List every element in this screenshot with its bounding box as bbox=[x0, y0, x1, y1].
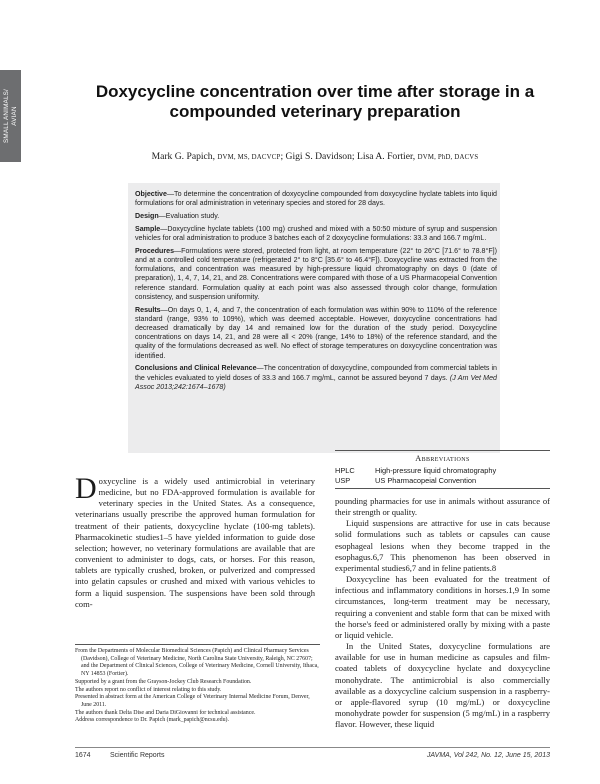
right-paragraph-1: pounding pharmacies for use in animals without assurance of their strength or quality. bbox=[335, 496, 550, 518]
footnote-affiliations: From the Departments of Molecular Biomedical Sciences (Papich) and Clinical Pharmacy Services (Davidson), College of Veterinary Medicine, North Carolina State University, Raleigh, NC 27607; and the Department of Clinical Sciences, College of Veterinary Medicine, Cornell University, Ithaca, NY 14853 (Fortier). bbox=[75, 648, 319, 678]
footnote-funding: Supported by a grant from the Grayson-Jockey Club Research Foundation. bbox=[75, 678, 252, 685]
abstract-citation: (J Am Vet Med Assoc 2013;242:1674–1678) bbox=[135, 373, 497, 391]
section-name: Scientific Reports bbox=[110, 752, 165, 759]
author-papich-credentials: DVM, MS, DACVCP bbox=[217, 154, 281, 161]
journal-info: JAVMA, Vol 242, No. 12, June 15, 2013 bbox=[426, 752, 550, 759]
abbreviation-row: HPLC High-pressure liquid chromatography bbox=[335, 466, 497, 475]
footnote-thanks: The authors thank Delta Dise and Daria DiGiovanni for technical assistance. bbox=[75, 709, 256, 716]
author-line bbox=[80, 151, 550, 162]
section-tab-label: SMALL ANIMALS/ AVIAN bbox=[2, 88, 18, 144]
author-papich: Mark G. Papich, bbox=[151, 151, 215, 162]
article-title: Doxycycline concentration over time after storage in a compounded veterinary preparation bbox=[95, 82, 535, 121]
abstract-box bbox=[128, 183, 500, 453]
abbreviations-table bbox=[335, 466, 496, 486]
right-paragraph-3: Doxycycline has been evaluated for the treatment of infectious and inflammatory conditions in horses.1,9 In some circumstances, long-term treatment may be necessary, requiring a convenient and stable form that can be mixed with the horse's feed or administered orally by mixing with a paste or liquid vehicle. bbox=[335, 574, 550, 640]
abbreviations-rule bbox=[335, 450, 550, 451]
abstract-conclusions: Conclusions and Clinical Relevance—The concentration of doxycycline, compounded from commercial tablets in the vehicles evaluated to yield doses of 33.3 and 166.7 mg/mL, cannot be assured beyond 7 days. (J Am Vet Med Assoc 2013;242:1674–1678) bbox=[135, 364, 497, 391]
footnote-correspondence: Address correspondence to Dr. Papich (mark_papich@ncsu.edu). bbox=[75, 717, 229, 724]
section-tab bbox=[0, 70, 21, 162]
footer-rule bbox=[75, 747, 550, 748]
footnote-conflict: The authors report no conflict of interest relating to this study. bbox=[75, 686, 222, 693]
abstract-procedures: Procedures—Formulations were stored, protected from light, at room temperature (22° to 26°C [71.6° to 78.8°F]) and at a controlled cold temperature (refrigerated 2° to 8°C [35.6° to 46.4°F]). Doxycycline was extracted from the formulations, and concentration was measured by high-pressure liquid chromatography on days 0 (date of preparation), 1, 4, 7, 14, 21, and 28. Concentrations were compared with those of a US Pharmacopeial Convention reference standard. Formulation quality at each point was also assessed through color change, formulation consistency, and suspension uniformity. bbox=[135, 246, 497, 301]
author-fortier-credentials: DVM, PhD, DACVS bbox=[417, 154, 479, 161]
abbreviation-row: USP US Pharmacopeial Convention bbox=[335, 476, 477, 485]
footnote-presented: Presented in abstract form at the American College of Veterinary Internal Medicine Forum, Denver, June 2011. bbox=[75, 694, 310, 708]
intro-paragraph: Doxycycline is a widely used antimicrobial in veterinary medicine, but no FDA-approved formulation is available for veterinary species in the United States. As a consequence, veterinarians usually prescribe the approved human formulation for treatment of their patients, doxycycline hyclate (100-mg tablets). Pharmacokinetic studies1–5 have yielded information to guide dose selection; however, no veterinary formulations are available that are convenient to administer to dogs, cats, or horses. For this reason, tablets are typically crushed, broken, or pulverized and compressed into gelatin capsules or crushed and mixed with various vehicles to form a liquid suspension. The suspensions have been sold through com- bbox=[75, 472, 315, 609]
right-paragraph-4: In the United States, doxycycline formulations are available for use in human medicine as capsules and film-coated tablets of doxycycline hyclate and doxycycline monohydrate. The antimicrobial is also commercially available as a doxycycline calcium suspension in a raspberry- or apple-flavored syrup (10 mg/mL) or doxycycline monohydrate powder for suspension (5 mg/mL) in a raspberry flavor. However, these liquid bbox=[335, 641, 550, 730]
abbreviations-rule-bottom bbox=[335, 488, 550, 489]
authors-davidson-fortier: ; Gigi S. Davidson; Lisa A. Fortier, bbox=[280, 151, 416, 162]
left-column bbox=[75, 472, 315, 610]
abbreviations-box bbox=[335, 450, 550, 487]
abstract-objective: Objective—To determine the concentration of doxycycline compounded from doxycycline hyclate tablets into liquid formulations for oral administration in veterinary species and stored for 28 days. bbox=[135, 190, 497, 208]
page-number: 1674 bbox=[75, 752, 91, 759]
drop-cap: D bbox=[75, 472, 97, 505]
abbreviations-heading: Abbreviations bbox=[415, 454, 470, 463]
abstract-design: Design—Evaluation study. bbox=[135, 212, 220, 220]
abstract-sample: Sample—Doxycycline hyclate tablets (100 mg) crushed and mixed with a 50:50 mixture of syrup and suspension vehicles for oral administration to produce 3 batches each of 2 doxycycline formulations: 33.3 and 166.7 mg/mL. bbox=[135, 224, 497, 242]
abstract-results: Results—On days 0, 1, 4, and 7, the concentration of each formulation was within 90% to 110% of the reference standard (range, 93% to 109%), which was deemed acceptable. However, doxycycline concentrations had decreased dramatically by day 14 and remained low for the duration of the study period. Doxycycline concentrations on days 14, 21, and 28 were all < 20% (range, 14% to 18%) of the reference standard, and the quality of the formulations decreased as well. No effect of storage temperatures on doxycycline concentration was identified. bbox=[135, 305, 497, 360]
right-column bbox=[335, 496, 550, 730]
footnotes bbox=[75, 648, 320, 725]
right-paragraph-2: Liquid suspensions are attractive for use in cats because solid formulations such as tablets or capsules can cause esophageal lesions when they become trapped in the esophagus.6,7 This phenomenon has been observed in experimental studies6,7 and in feline patients.8 bbox=[335, 518, 550, 573]
footnote-divider bbox=[75, 644, 320, 645]
